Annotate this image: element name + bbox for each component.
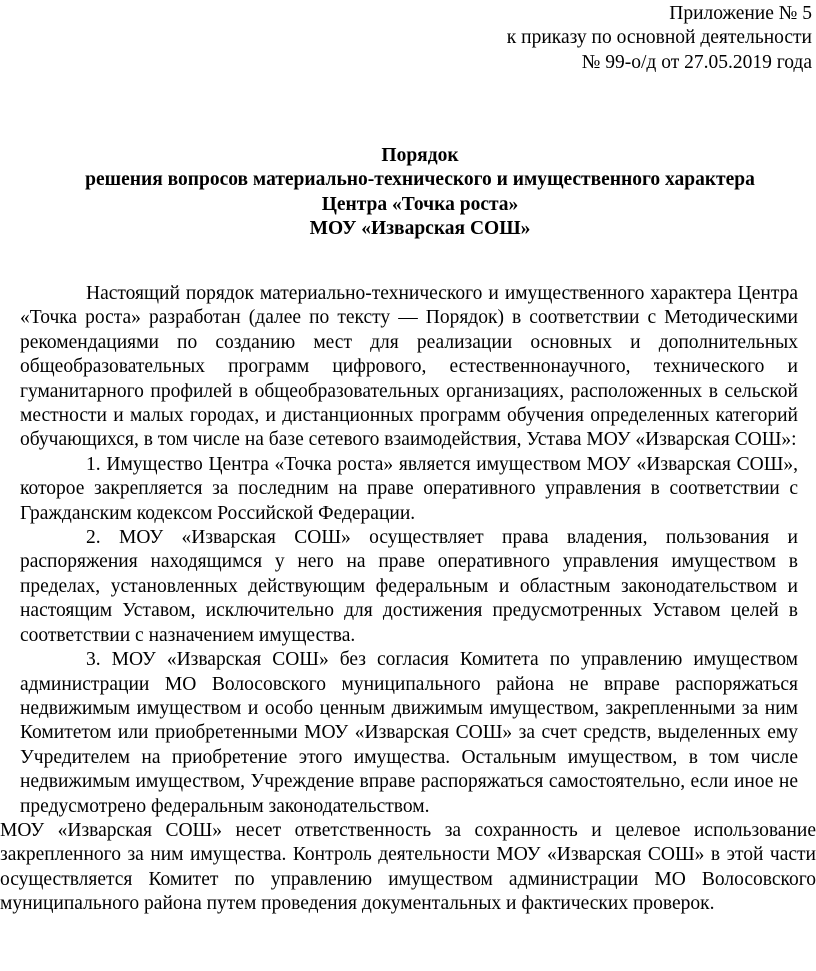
document-title xyxy=(0,144,816,242)
title-line-3: Центра «Точка роста» xyxy=(321,193,519,215)
title-line-1: Порядок xyxy=(381,145,459,166)
appendix-header xyxy=(507,2,812,75)
appendix-order-date: № 99-о/д от 27.05.2019 года xyxy=(581,51,812,73)
item-text: МОУ «Изварская СОШ» без согласия Комитета по управлению имуществом администрации МО Волосовского муниципального района не вправе распоряжаться недвижимым имуществом и особо ценным движимым имуществом, закрепленными за ним Комитетом или приобретенными МОУ «Изварская СОШ» за счет средств, выделенных ему Учредителем на приобретение этого имущества. Остальным имуществом, в том числе недвижимым имуществом, Учреждение вправе распоряжаться самостоятельно, если иное не предусмотрено федеральным законодательством. xyxy=(20,649,798,817)
intro-paragraph: Настоящий порядок материально-технического и имущественного характера Центра «Точка роста» разработан (далее по тексту — Порядок) в соответствии с Методическими рекомендациями по созданию мест для реализации основных и дополнительных общеобразовательных программ цифрового, естественнонаучного, технического и гуманитарного профилей в общеобразовательных организациях, расположенных в сельской местности и малых городах, и дистанционных программ обучения определенных категорий обучающихся, в том числе на базе сетевого взаимодействия, Устава МОУ «Изварская СОШ»: xyxy=(20,283,798,451)
list-item xyxy=(0,453,816,526)
appendix-number: Приложение № 5 xyxy=(669,3,812,24)
closing-paragraph: МОУ «Изварская СОШ» несет ответственность за сохранность и целевое использование закрепленного за ним имущества. Контроль деятельности МОУ «Изварская СОШ» в этой части осуществляется Комитет по управлению имуществом администрации МО Волосовского муниципального района путем проведения документальных и фактических проверок. xyxy=(0,819,816,915)
title-line-2: решения вопросов материально-технического и имущественного характера xyxy=(85,169,755,191)
title-line-4: МОУ «Изварская СОШ» xyxy=(309,218,531,240)
item-text: МОУ «Изварская СОШ» осуществляет права владения, пользования и распоряжения находящимся у него на праве оперативного управления имуществом в пределах, установленных действующим федеральным и областным законодательством и настоящим Уставом, исключительно для достижения предусмотренных Уставом целей в соответствии с назначением имущества. xyxy=(20,527,798,646)
appendix-order-reference: к приказу по основной деятельности xyxy=(506,27,812,49)
list-item xyxy=(0,526,816,648)
document-body xyxy=(0,282,816,917)
item-text: Имущество Центра «Точка роста» является имуществом МОУ «Изварская СОШ», которое закрепляется за последним на праве оперативного управления в соответствии с Гражданским кодексом Российской Федерации. xyxy=(20,453,799,524)
list-item xyxy=(0,648,816,819)
item-number: 1. xyxy=(86,453,101,475)
item-number: 3. xyxy=(86,649,101,671)
item-number: 2. xyxy=(86,527,101,549)
